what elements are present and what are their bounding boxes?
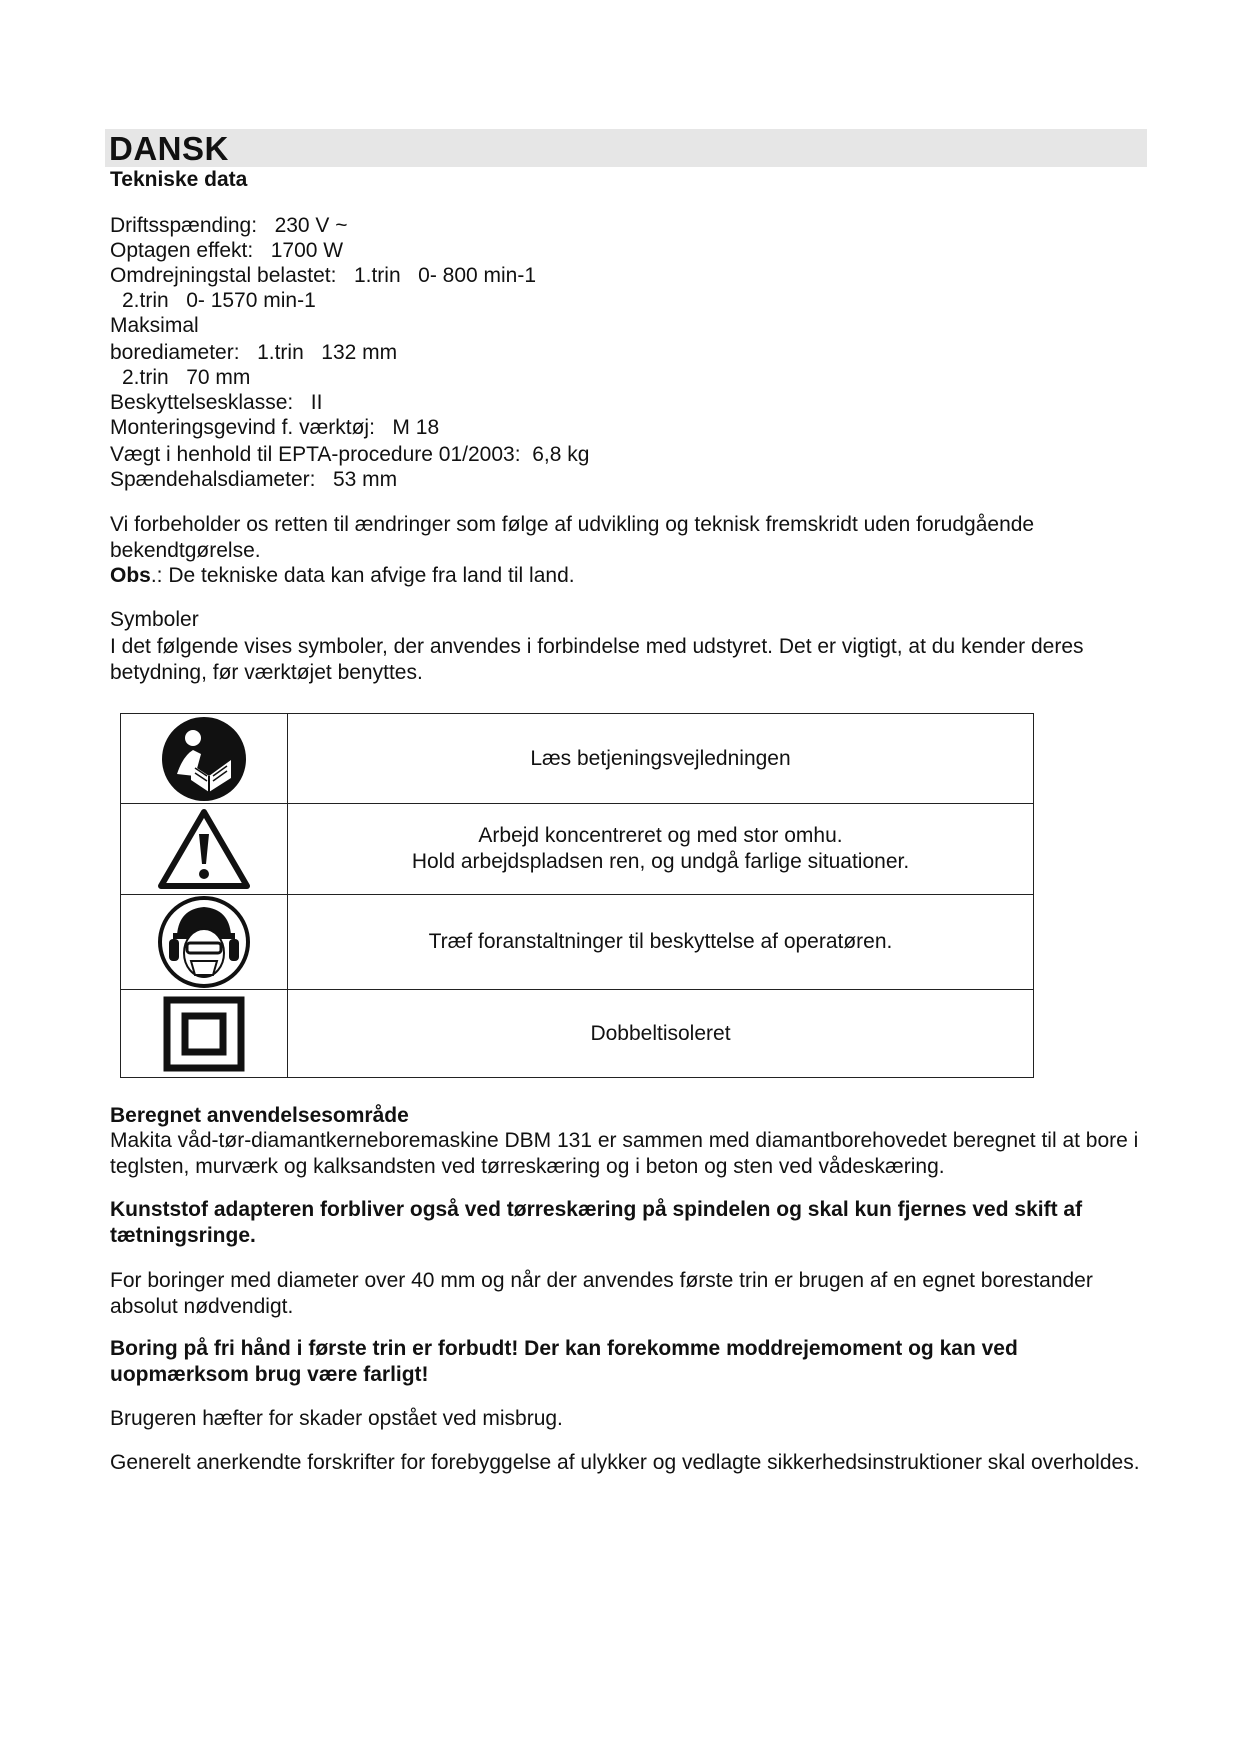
symbol-icon-cell xyxy=(121,990,288,1078)
symbols-table xyxy=(120,713,1034,1078)
spec-collar-diameter: Spændehalsdiameter: 53 mm xyxy=(110,468,398,491)
protective-gear-icon xyxy=(157,895,251,989)
symbols-heading: Symboler xyxy=(110,608,199,631)
spec-max-label: Maksimal xyxy=(110,314,199,337)
spec-diameter-2: 2.trin 70 mm xyxy=(122,366,251,389)
symbol-row xyxy=(121,895,1034,990)
symbol-icon-cell xyxy=(121,895,288,990)
usage-heading: Beregnet anvendelsesområde xyxy=(110,1104,409,1127)
manual-icon xyxy=(161,716,247,802)
spec-power: Optagen effekt: 1700 W xyxy=(110,239,344,262)
symbol-row xyxy=(121,990,1034,1078)
reserve-notice: Vi forbeholder os retten til ændringer som følge af udvikling og teknisk fremskridt uden forudgående bekendtgørelse. xyxy=(110,513,1035,562)
symbol-text-line-1: Arbejd koncentreret og med stor omhu. xyxy=(478,824,843,847)
obs-text: .: De tekniske data kan afvige fra land til land. xyxy=(150,564,575,587)
symbol-row xyxy=(121,804,1034,895)
spec-voltage: Driftsspænding: 230 V ~ xyxy=(110,214,348,237)
symbol-text-cell xyxy=(288,895,1034,990)
symbol-row xyxy=(121,714,1034,804)
obs-label: Obs xyxy=(110,564,151,587)
symbol-text-line-2: Hold arbejdspladsen ren, og undgå farlige situationer. xyxy=(411,850,910,873)
language-header-bar xyxy=(105,129,1147,167)
symbol-text-cell xyxy=(288,990,1034,1078)
freehand-warning: Boring på fri hånd i første trin er forbudt! Der kan forekomme moddrejemoment og kan ved uopmærksom brug være farligt! xyxy=(110,1337,1018,1386)
language-title: DANSK xyxy=(109,130,229,167)
warning-icon xyxy=(157,808,251,890)
symbol-icon-cell xyxy=(121,804,288,895)
spec-weight: Vægt i henhold til EPTA-procedure 01/2003: 6,8 kg xyxy=(110,443,590,466)
symbols-intro: I det følgende vises symboler, der anvendes i forbindelse med udstyret. Det er vigtigt, at du kender deres betydning, før værktøjet benyttes. xyxy=(110,635,1084,684)
usage-description: Makita våd-tør-diamantkerneboremaskine DBM 131 er sammen med diamantborehovedet beregnet til at bore i teglsten, murværk og kalksandsten ved tørreskæring og i beton og sten ved vådeskæring. xyxy=(110,1129,1139,1178)
regulations-note: Generelt anerkendte forskrifter for forebyggelse af ulykker og vedlagte sikkerhedsinstruktioner skal overholdes. xyxy=(110,1451,1140,1474)
symbol-text-cell xyxy=(288,804,1034,895)
spec-speed-2: 2.trin 0- 1570 min-1 xyxy=(122,289,316,312)
spec-mount-thread: Monteringsgevind f. værktøj: M 18 xyxy=(110,416,440,439)
symbol-text-line-1: Læs betjeningsvejledningen xyxy=(530,746,791,770)
symbol-text-line-1: Træf foranstaltninger til beskyttelse af operatøren. xyxy=(428,930,893,953)
double-insulation-icon xyxy=(163,996,245,1072)
liability-note: Brugeren hæfter for skader opstået ved misbrug. xyxy=(110,1407,563,1430)
symbol-text-line-1: Dobbeltisoleret xyxy=(590,1021,731,1045)
spec-speed-1: Omdrejningstal belastet: 1.trin 0- 800 min-1 xyxy=(110,264,537,287)
spec-protection-class: Beskyttelsesklasse: II xyxy=(110,391,323,414)
obs-note xyxy=(110,563,1150,589)
stand-note: For boringer med diameter over 40 mm og når der anvendes første trin er brugen af en egnet borestander absolut nødvendigt. xyxy=(110,1269,1093,1318)
symbol-icon-cell xyxy=(121,714,288,804)
adapter-warning: Kunststof adapteren forbliver også ved tørreskæring på spindelen og skal kun fjernes ved skift af tætningsringe. xyxy=(110,1198,1083,1247)
section-title: Tekniske data xyxy=(110,168,248,191)
spec-diameter-1: borediameter: 1.trin 132 mm xyxy=(110,341,398,364)
symbol-text-cell xyxy=(288,714,1034,804)
